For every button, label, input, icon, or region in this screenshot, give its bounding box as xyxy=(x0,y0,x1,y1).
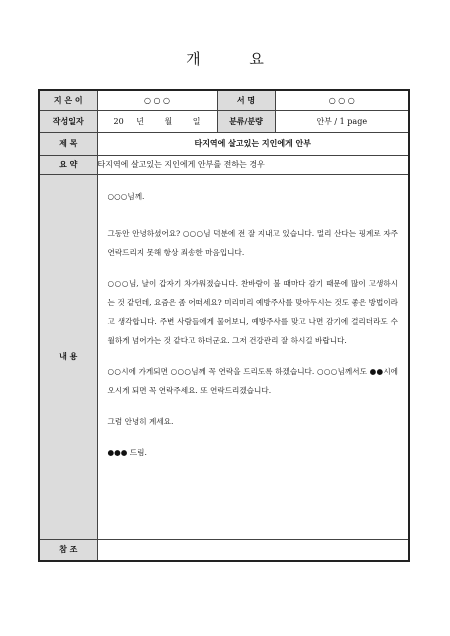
author-label: 지 은 이 xyxy=(39,90,97,110)
category-value: 안부 / 1 page xyxy=(275,110,409,132)
subject-label: 제 목 xyxy=(39,132,97,155)
date-label: 작성일자 xyxy=(39,110,97,132)
letter-paragraph-2: ○○○님, 날이 갑자기 차가워졌습니다. 찬바람이 불 때마다 감기 때문에 많이 고생하시는 것 같던데, 요즘은 좀 어떠세요? 미리미리 예방주사를 맞아두시는 것도 좋은 방법이라고 생각합니다. 주변 사람들에게 물어보니, 예방주사를 맞고 나면 감기에 걸리더라도 수월하게 넘어가는 것 같다고 하더군요. 그저 건강관리 잘 하시길 바랍니다. xyxy=(107,278,398,345)
content-label: 내 용 xyxy=(39,174,97,539)
summary-form xyxy=(38,89,410,562)
date-value xyxy=(97,110,217,132)
date-year: 20 xyxy=(113,116,124,126)
letter-closing: 그럼 안녕히 계세요. xyxy=(107,416,174,426)
category-label: 분류/분량 xyxy=(217,110,275,132)
date-day-unit: 일 xyxy=(192,116,201,126)
letter-paragraph-3: ○○시에 가게되면 ○○○님께 꼭 연락을 드리도록 하겠습니다. ○○○님께서도 ●●시에 오시게 되면 꼭 연락주세요. 또 연락드리겠습니다. xyxy=(107,366,398,395)
reference-value xyxy=(97,539,409,561)
subject-value: 타지역에 살고있는 지인에게 안부 xyxy=(97,132,409,155)
signature-label: 서 명 xyxy=(217,90,275,110)
letter-signoff: ●●● 드림. xyxy=(107,447,147,457)
letter-greeting: ○○○님께. xyxy=(107,191,145,201)
letter-body xyxy=(97,174,409,539)
reference-label: 참 조 xyxy=(39,539,97,561)
date-year-unit: 년 xyxy=(136,116,144,126)
letter-paragraph-1: 그동안 안녕하셨어요? ○○○님 덕분에 전 잘 지내고 있습니다. 멀리 산다는 핑계로 자주 연락드리지 못해 항상 죄송한 마음입니다. xyxy=(107,228,398,257)
summary-label: 요 약 xyxy=(39,155,97,174)
document-title: 개 요 xyxy=(186,50,286,68)
author-value: ○ ○ ○ xyxy=(97,90,217,110)
summary-value: 타지역에 살고있는 지인에게 안부를 전하는 경우 xyxy=(97,155,409,174)
date-month-unit: 월 xyxy=(164,116,173,126)
signature-value: ○ ○ ○ xyxy=(275,90,409,110)
